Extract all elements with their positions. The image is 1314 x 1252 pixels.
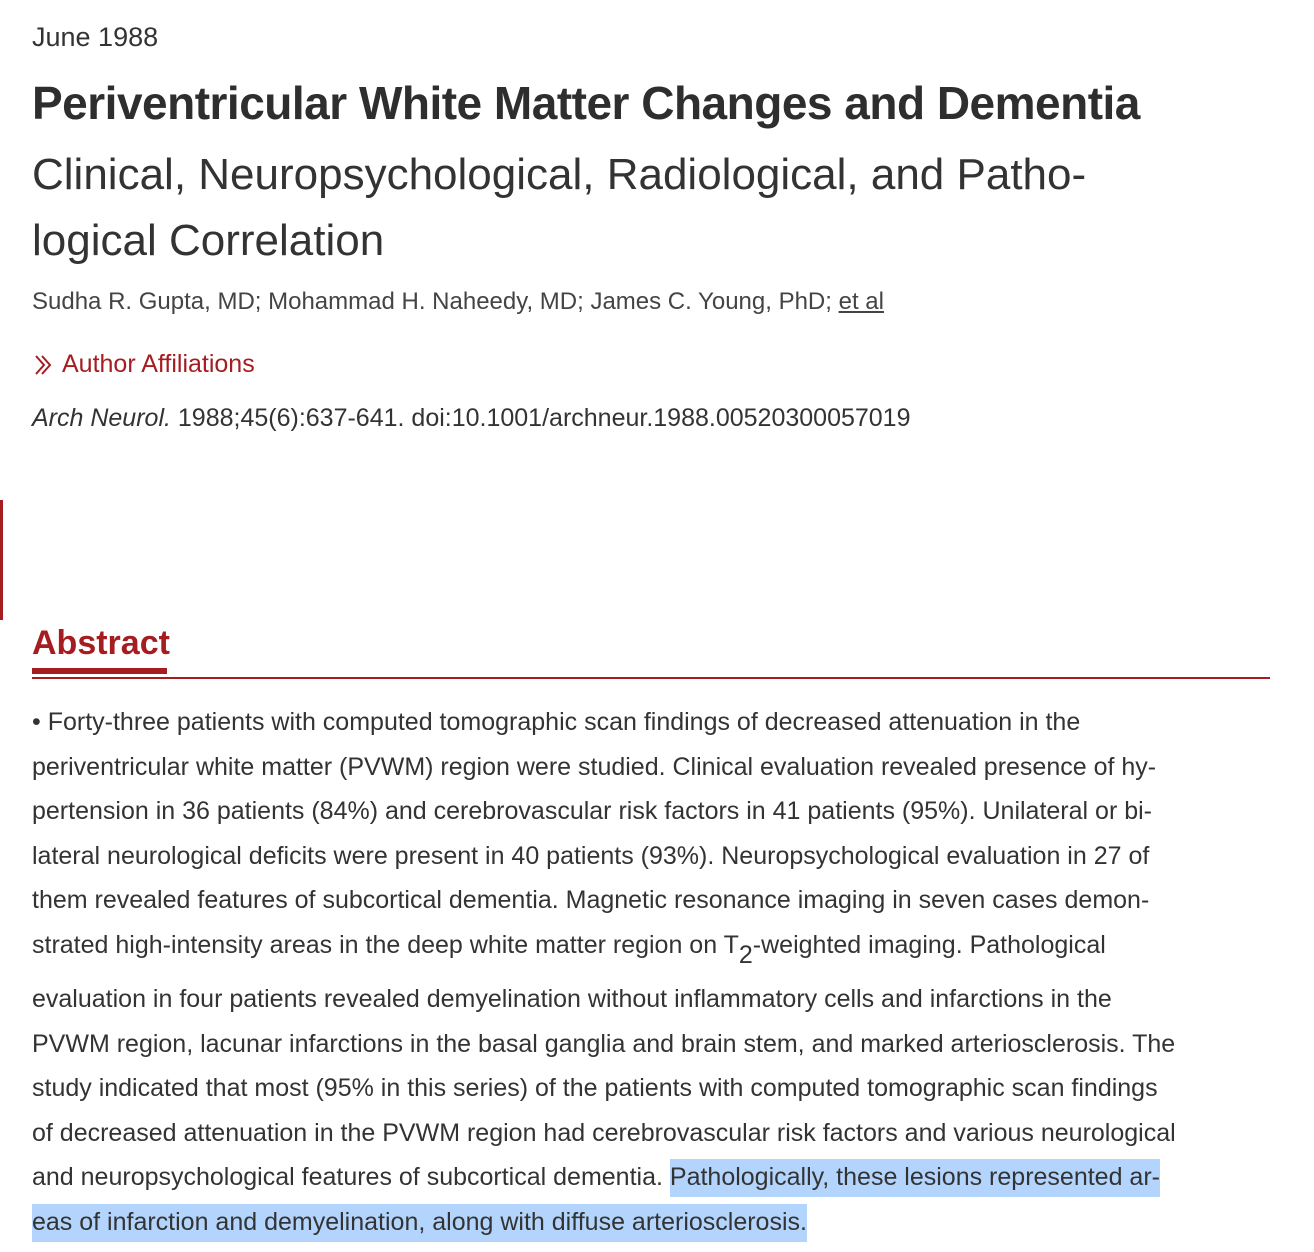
abstract-line: PVWM region, lacunar infarctions in the basal ganglia and brain stem, and marked arteriosclerosis. The — [32, 1029, 1176, 1058]
article-subtitle-line: logical Correlation — [32, 216, 385, 265]
selected-text[interactable]: Pathologically, these lesions represented ar- — [670, 1159, 1160, 1197]
article-subtitle-line: Clinical, Neuropsychological, Radiological, and Patho- — [32, 150, 1087, 199]
abstract-line-part: strated high-intensity areas in the deep white matter region on T — [32, 930, 739, 959]
section-marker — [0, 500, 3, 620]
abstract-heading-underline — [32, 668, 167, 674]
article-subtitle — [32, 142, 1272, 274]
abstract-line — [32, 923, 1272, 977]
abstract-line: periventricular white matter (PVWM) region were studied. Clinical evaluation revealed presence of hy- — [32, 752, 1157, 781]
more-authors-link[interactable]: et al — [838, 288, 884, 315]
abstract-heading: Abstract — [32, 624, 170, 662]
abstract-line — [32, 1155, 1272, 1200]
abstract-divider — [32, 677, 1270, 679]
author-names: Sudha R. Gupta, MD; Mohammad H. Naheedy, MD; James C. Young, PhD; — [32, 288, 832, 315]
abstract-line — [32, 1200, 1272, 1245]
publication-date: June 1988 — [32, 22, 159, 52]
abstract-text — [32, 700, 1272, 1245]
abstract-line-part: -weighted imaging. Pathological — [752, 930, 1106, 959]
selected-text[interactable]: eas of infarction and demyelination, along with diffuse arteriosclerosis. — [32, 1204, 807, 1242]
journal-name: Arch Neurol. — [32, 404, 171, 432]
abstract-line: evaluation in four patients revealed demyelination without inflammatory cells and infarctions in the — [32, 984, 1112, 1013]
abstract-line: study indicated that most (95% in this series) of the patients with computed tomographic scan findings — [32, 1074, 1158, 1103]
abstract-line-part: and neuropsychological features of subcortical dementia. — [32, 1163, 670, 1192]
abstract-line: of decreased attenuation in the PVWM region had cerebrovascular risk factors and various neurological — [32, 1118, 1176, 1147]
article-title: Periventricular White Matter Changes and Dementia — [32, 77, 1140, 129]
citation — [32, 404, 911, 433]
abstract-line: lateral neurological deficits were present in 40 patients (93%). Neuropsychological evaluation in 27 of — [32, 841, 1150, 870]
author-affiliations-label: Author Affiliations — [62, 350, 255, 378]
abstract-line: them revealed features of subcortical dementia. Magnetic resonance imaging in seven cases demon- — [32, 886, 1150, 915]
author-affiliations-toggle[interactable] — [32, 350, 255, 379]
chevron-right-icon — [32, 353, 56, 377]
author-list — [32, 288, 884, 316]
abstract-line: • Forty-three patients with computed tomographic scan findings of decreased attenuation in the — [32, 708, 1081, 736]
abstract-line: pertension in 36 patients (84%) and cerebrovascular risk factors in 41 patients (95%). Unilateral or bi- — [32, 797, 1152, 826]
subscript: 2 — [738, 940, 753, 969]
citation-details: 1988;45(6):637-641. doi:10.1001/archneur.1988.00520300057019 — [177, 404, 911, 432]
